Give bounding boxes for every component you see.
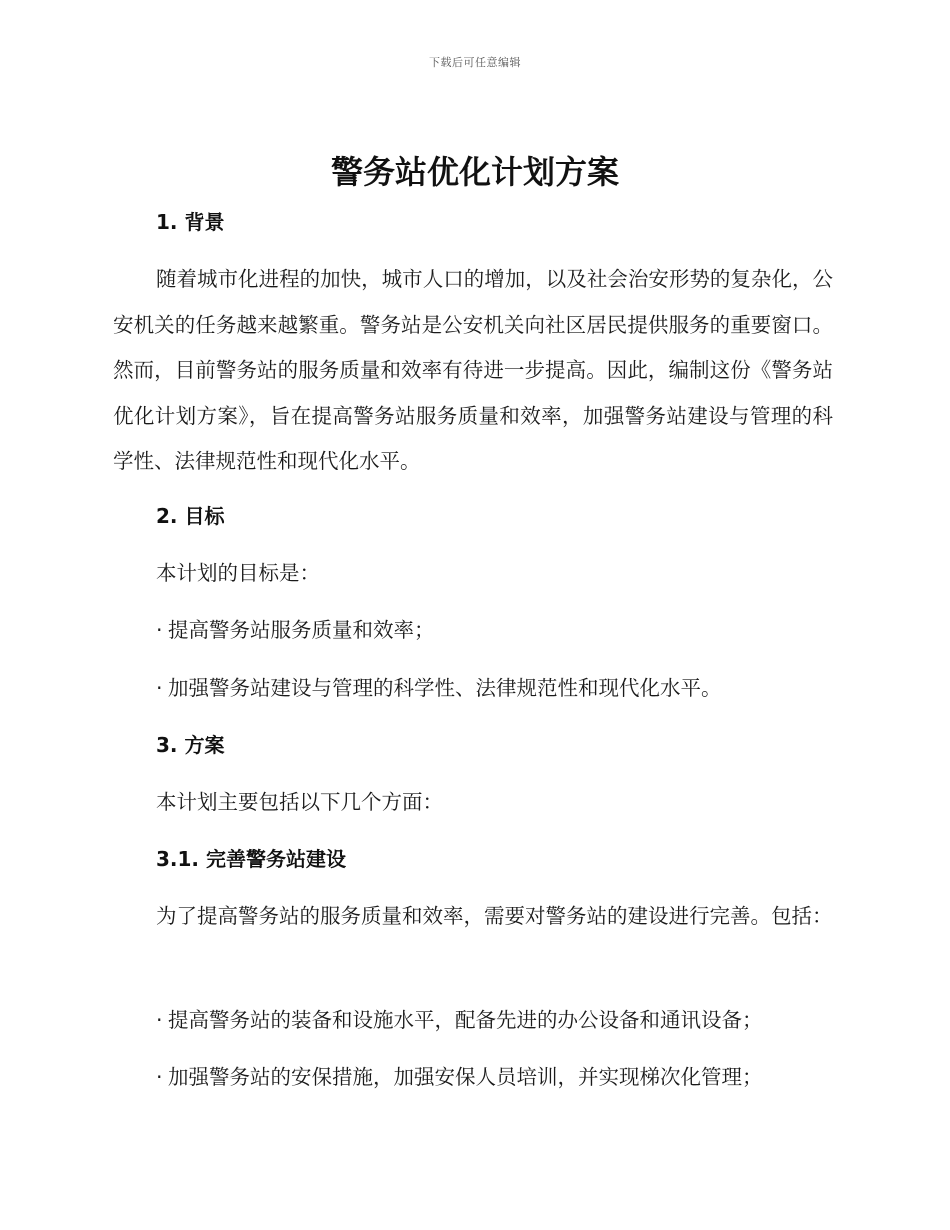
bullet-marker: · [156, 1065, 163, 1089]
goals-intro: 本计划的目标是： [156, 561, 320, 585]
section-heading-plan: 3. 方案 [156, 733, 225, 757]
section-heading-goals: 2. 目标 [156, 504, 225, 528]
construction-bullet-text: 提高警务站的装备和设施水平，配备先进的办公设备和通讯设备； [168, 1008, 763, 1032]
document-title: 警务站优化计划方案 [330, 153, 619, 191]
station-construction-paragraph: 为了提高警务站的服务质量和效率，需要对警务站的建设进行完善。包括： [156, 904, 833, 928]
goals-bullet-item [156, 615, 435, 645]
construction-bullet-item [156, 1005, 763, 1035]
background-paragraph: 随着城市化进程的加快，城市人口的增加，以及社会治安形势的复杂化，公安机关的任务越来越繁重。警务站是公安机关向社区居民提供服务的重要窗口。然而，目前警务站的服务质量和效率有待进一步提高。因此，编制这份《警务站优化计划方案》，旨在提高警务站服务质量和效率，加强警务站建设与管理的科学性、法律规范性和现代化水平。 [113, 267, 833, 473]
plan-intro: 本计划主要包括以下几个方面： [156, 790, 443, 814]
subsection-heading-station-construction: 3.1. 完善警务站建设 [156, 847, 346, 871]
goals-bullet-item [156, 673, 722, 703]
section-heading-background: 1. 背景 [156, 210, 225, 234]
bullet-marker: · [156, 676, 163, 700]
construction-bullet-item [156, 1062, 763, 1092]
goals-bullet-text: 加强警务站建设与管理的科学性、法律规范性和现代化水平。 [168, 676, 722, 700]
page-header-note: 下载后可任意编辑 [429, 56, 521, 69]
goals-bullet-text: 提高警务站服务质量和效率； [168, 618, 435, 642]
bullet-marker: · [156, 618, 163, 642]
bullet-marker: · [156, 1008, 163, 1032]
construction-bullet-text: 加强警务站的安保措施，加强安保人员培训，并实现梯次化管理； [168, 1065, 763, 1089]
